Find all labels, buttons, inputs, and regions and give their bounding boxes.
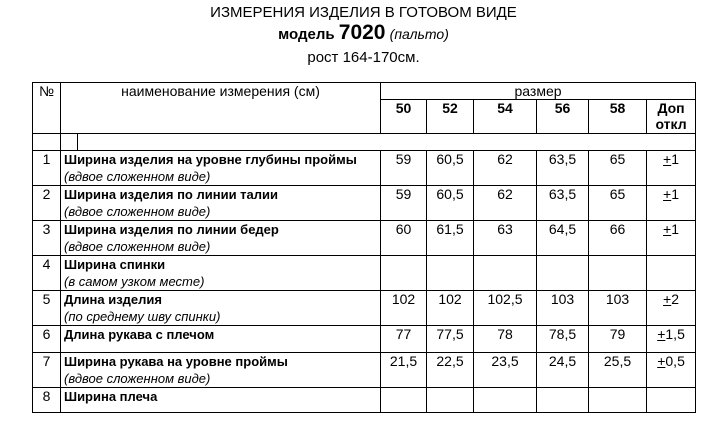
measurement-title: Ширина изделия по линии талии (64, 187, 279, 202)
measurement-name (61, 221, 381, 256)
value-cell: 59 (381, 186, 427, 221)
tolerance-cell (647, 221, 696, 256)
measurement-title: Ширина изделия на уровне глубины проймы (64, 152, 357, 167)
measurement-name (61, 186, 381, 221)
value-cell: 102 (427, 291, 474, 326)
measurement-note: (в самом узком месте) (64, 274, 205, 289)
table-row (33, 353, 696, 388)
value-cell: 21,5 (381, 353, 427, 388)
value-cell: 24,5 (537, 353, 589, 388)
value-cell (589, 388, 647, 413)
value-cell: 103 (589, 291, 647, 326)
tolerance-cell (647, 186, 696, 221)
doc-title: ИЗМЕРЕНИЯ ИЗДЕЛИЯ В ГОТОВОМ ВИДЕ (210, 4, 517, 21)
table-row (33, 291, 696, 326)
measurement-note: (вдвое сложенном виде) (64, 204, 211, 219)
tolerance-value: 1 (671, 221, 680, 237)
size-54: 54 (474, 100, 537, 134)
measurement-note: (вдвое сложенном виде) (64, 169, 211, 184)
header-row-1 (33, 83, 696, 100)
value-cell: 65 (589, 151, 647, 186)
tolerance-value: 1 (671, 151, 680, 167)
tolerance-sign: + (657, 353, 666, 369)
size-50: 50 (381, 100, 427, 134)
row-number: 2 (33, 186, 61, 221)
value-cell: 63,5 (537, 186, 589, 221)
col-header-tolerance (647, 100, 696, 134)
measurement-title: Ширина спинки (64, 257, 166, 272)
value-cell: 62 (474, 151, 537, 186)
row-number: 5 (33, 291, 61, 326)
tolerance-cell (647, 256, 696, 291)
row-number: 7 (33, 353, 61, 388)
model-number: 7020 (338, 21, 386, 44)
measurement-title: Ширина изделия по линии бедер (64, 222, 279, 237)
tolerance-sign: + (663, 221, 672, 237)
value-cell (537, 256, 589, 291)
row-number: 1 (33, 151, 61, 186)
value-cell: 102,5 (474, 291, 537, 326)
tolerance-value: 2 (671, 291, 680, 307)
value-cell: 66 (589, 221, 647, 256)
table-row (33, 221, 696, 256)
table-row (33, 388, 696, 413)
row-number: 8 (33, 388, 61, 413)
measurement-name (61, 256, 381, 291)
tolerance-sign: + (663, 291, 672, 307)
col-header-num: № (33, 83, 61, 134)
model-note: (пальто) (389, 26, 449, 42)
value-cell (381, 388, 427, 413)
measurement-title: Длина изделия (64, 292, 162, 307)
height-line: рост 164-170см. (307, 49, 420, 66)
measurement-name (61, 291, 381, 326)
row-number: 4 (33, 256, 61, 291)
tolerance-cell (647, 388, 696, 413)
value-cell (474, 256, 537, 291)
tolerance-value: 1 (671, 186, 680, 202)
model-label: модель (278, 26, 335, 43)
table-row (33, 256, 696, 291)
value-cell: 22,5 (427, 353, 474, 388)
table-row (33, 326, 696, 353)
tolerance-cell (647, 326, 696, 353)
value-cell: 60,5 (427, 151, 474, 186)
tolerance-value: 0,5 (665, 353, 685, 369)
value-cell: 61,5 (427, 221, 474, 256)
tolerance-cell (647, 291, 696, 326)
measurement-note: (по среднему шву спинки) (64, 309, 221, 324)
value-cell: 25,5 (589, 353, 647, 388)
value-cell: 78,5 (537, 326, 589, 353)
row-number: 3 (33, 221, 61, 256)
value-cell (381, 256, 427, 291)
value-cell (474, 388, 537, 413)
row-number: 6 (33, 326, 61, 353)
value-cell: 77,5 (427, 326, 474, 353)
value-cell: 63 (474, 221, 537, 256)
tolerance-cell (647, 151, 696, 186)
tolerance-sign: + (663, 186, 672, 202)
value-cell: 60,5 (427, 186, 474, 221)
measurement-name (61, 151, 381, 186)
size-58: 58 (589, 100, 647, 134)
value-cell: 78 (474, 326, 537, 353)
tolerance-cell (647, 353, 696, 388)
spacer-row (33, 134, 696, 151)
value-cell: 59 (381, 151, 427, 186)
tolerance-value: 1,5 (665, 326, 685, 342)
value-cell (427, 256, 474, 291)
table-row (33, 186, 696, 221)
value-cell: 102 (381, 291, 427, 326)
value-cell: 79 (589, 326, 647, 353)
col-header-size: размер (381, 83, 696, 100)
value-cell: 60 (381, 221, 427, 256)
value-cell: 62 (474, 186, 537, 221)
measurement-name (61, 326, 381, 353)
tolerance-header-2: откл (655, 116, 687, 132)
value-cell: 103 (537, 291, 589, 326)
measurement-title: Длина рукава с плечом (64, 327, 215, 342)
measurements-table (32, 82, 696, 413)
value-cell: 63,5 (537, 151, 589, 186)
value-cell (589, 256, 647, 291)
value-cell (537, 388, 589, 413)
tolerance-header-1: Доп (657, 100, 685, 116)
value-cell: 77 (381, 326, 427, 353)
value-cell: 64,5 (537, 221, 589, 256)
value-cell: 23,5 (474, 353, 537, 388)
table-row (33, 151, 696, 186)
measurement-title: Ширина рукава на уровне проймы (64, 354, 288, 369)
size-52: 52 (427, 100, 474, 134)
measurement-title: Ширина плеча (64, 389, 158, 404)
model-line (0, 21, 727, 45)
size-56: 56 (537, 100, 589, 134)
col-header-name: наименование измерения (см) (61, 83, 381, 134)
measurement-note: (вдвое сложенном виде) (64, 371, 211, 386)
value-cell (427, 388, 474, 413)
measurement-note: (вдвое сложенном виде) (64, 239, 211, 254)
tolerance-sign: + (663, 151, 672, 167)
tolerance-sign: + (657, 326, 666, 342)
measurement-name (61, 388, 381, 413)
value-cell: 65 (589, 186, 647, 221)
measurement-name (61, 353, 381, 388)
